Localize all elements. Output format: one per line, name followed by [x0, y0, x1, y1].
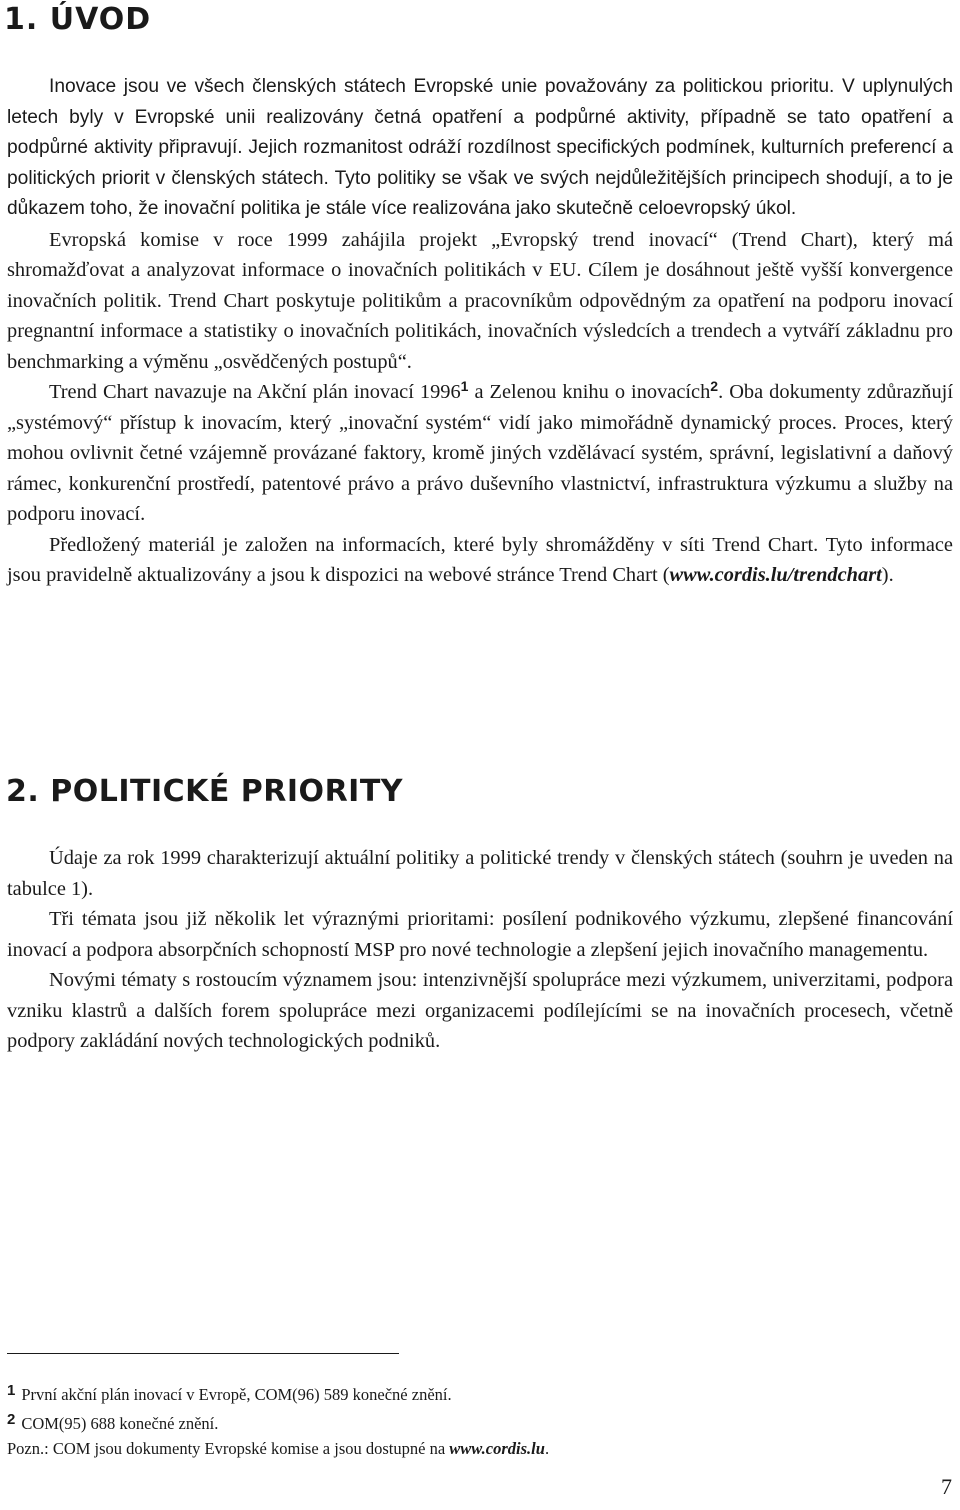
paragraph-text: . Oba dokumenty zdůrazňují „systémový“ přístup k inovacím, který „inovační systém“ vidí jako mimořádně dynamický proces. Proces, který mohou ovlivnit četné vzájemně provázané faktory, kromě jiných vzdělávací systém, správní, legislativní a daňový rámec, konkurenční prostředí, patentové právo a právo duševního vlastnictví, infrastruktura výzkumu a služby na podporu inovací.: [7, 381, 953, 525]
paragraph: [7, 377, 953, 530]
trendchart-link[interactable]: www.cordis.lu/trendchart: [669, 564, 882, 586]
footnote-note: [7, 1436, 907, 1461]
section-heading-priority: 2. POLITICKÉ PRIORITY: [6, 774, 404, 809]
paragraph-text: Předložený materiál je založen na informacích, které byly shromážděny v síti Trend Chart. Tyto informace jsou pravidelně aktualizovány a jsou k dispozici na webové stránce Trend Chart (: [7, 533, 953, 586]
paragraph: [7, 530, 953, 591]
section-body-priority: [7, 843, 953, 1057]
footnote-text: Pozn.: COM jsou dokumenty Evropské komise a jsou dostupné na: [7, 1439, 450, 1458]
cordis-link[interactable]: www.cordis.lu: [449, 1439, 545, 1458]
footnote-divider: [7, 1353, 399, 1354]
paragraph: Tři témata jsou již několik let výraznými prioritami: posílení podnikového výzkumu, zlepšené financování inovací a podpora absorpčních schopností MSP pro nové technologie a zlepšení jejich inovačního managementu.: [7, 908, 953, 961]
paragraph: Novými tématy s rostoucím významem jsou: intenzivnější spolupráce mezi výzkumem, univerzitami, podpora vzniku klastrů a dalších forem spolupráce mezi organizacemi podílejícími se na inovačních procesech, včetně podpory zakládání nových technologických podniků.: [7, 969, 953, 1052]
section-heading-uvod: 1. ÚVOD: [4, 2, 152, 37]
paragraph: Evropská komise v roce 1999 zahájila projekt „Evropský trend inovací“ (Trend Chart), který má shromažďovat a analyzovat informace o inovačních politikách v EU. Cílem je dosáhnout ještě vyšší konvergence inovačních politik. Trend Chart poskytuje politikům a pracovníkům odpovědným za opatření na podporu inovací pregnantní informace a statistiky o inovačních politikách, inovačních výsledcích a trendech a vytváří základnu pro benchmarking a výměnu „osvědčených postupů“.: [7, 228, 953, 373]
paragraph-text: a Zelenou knihu o inovacích: [468, 381, 711, 403]
page-number: 7: [941, 1474, 952, 1499]
footnote-ref: 2: [710, 378, 719, 394]
paragraph-text: ).: [881, 564, 894, 586]
footnote-1: [7, 1378, 907, 1407]
footnote-2: [7, 1407, 907, 1436]
paragraph: Inovace jsou ve všech členských státech Evropské unie považovány za politickou prioritu. V uplynulých letech byly v Evropské unii realizovány četná opatření a podpůrné aktivity, případně se tato opatření a podpůrné aktivity připravují. Jejich rozmanitost odráží rozdílnost specifických podmínek, kulturních preferencí a politických priorit v členských státech. Tyto politiky se však ve svých nejdůležitějších principech shodují, a to je důkazem toho, že inovační politika je stále více realizována jako skutečně celoevropský úkol.: [7, 76, 953, 219]
footnote-text: První akční plán inovací v Evropě, COM(96) 589 konečné znění.: [21, 1385, 452, 1404]
paragraph: Údaje za rok 1999 charakterizují aktuální politiky a politické trendy v členských státech (souhrn je uveden na tabulce 1).: [7, 847, 953, 900]
section-body-uvod: [7, 72, 953, 591]
footnotes: [7, 1378, 907, 1461]
footnote-number: 2: [7, 1411, 16, 1428]
footnote-number: 1: [7, 1382, 16, 1399]
footnote-text: .: [544, 1439, 550, 1458]
footnote-text: COM(95) 688 konečné znění.: [21, 1414, 219, 1433]
paragraph-text: Trend Chart navazuje na Akční plán inovací 1996: [49, 381, 461, 403]
footnote-ref: 1: [460, 378, 469, 394]
